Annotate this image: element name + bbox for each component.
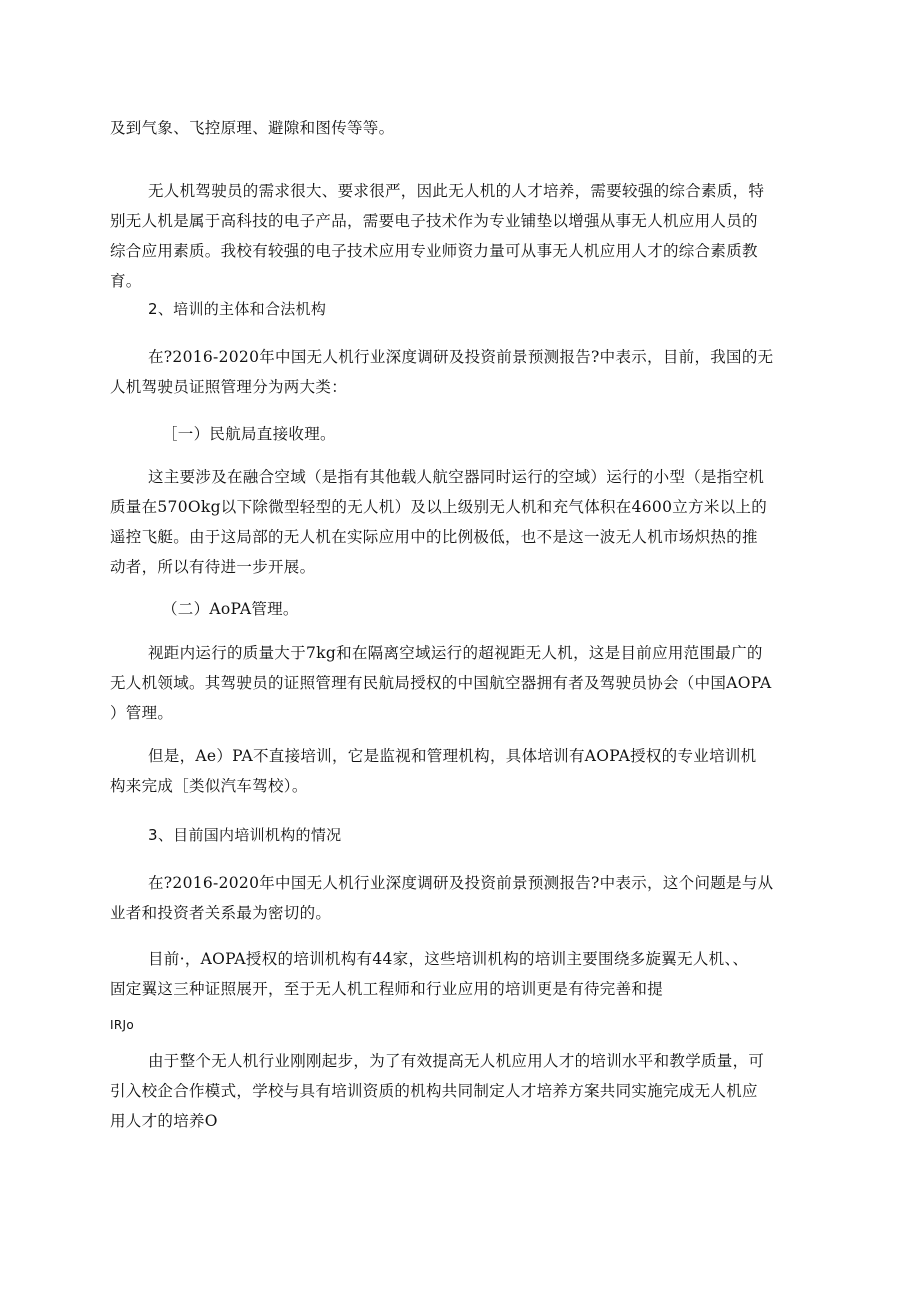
- subheading-1: [110, 419, 864, 449]
- text-line: 这主要涉及在融合空域（是指有其他载人航空器同时运行的空域）运行的小型（是指空机: [148, 468, 765, 486]
- paragraph-6: [110, 741, 812, 801]
- heading-text: 3、目前国内培训机构的情况: [148, 826, 342, 844]
- paragraph-1: [110, 113, 812, 143]
- paragraph-7: [110, 868, 812, 928]
- text-line: 业者和投资者关系最为密切的。: [110, 904, 332, 922]
- paragraph-8: [110, 944, 812, 1040]
- subheading-text: （二）AoPA管理。: [162, 600, 299, 618]
- paragraph-4: [110, 462, 812, 582]
- paragraph-5: [110, 638, 812, 728]
- text-line: 由于整个无人机行业刚刚起步，为了有效提高无人机应用人才的培训水平和教学质量，可: [148, 1052, 765, 1070]
- paragraph-9: [110, 1046, 812, 1136]
- section-heading-3: [110, 820, 850, 850]
- text-line: 无人机领域。其驾驶员的证照管理有民航局授权的中国航空器拥有者及驾驶员协会（中国AOPA: [110, 674, 772, 692]
- text-line: 构来完成［类似汽车驾校）。: [110, 777, 308, 795]
- text-line: 用人才的培养O: [110, 1112, 218, 1130]
- text-line: IRJo: [110, 1018, 134, 1032]
- heading-text: 2、培训的主体和合法机构: [148, 300, 327, 318]
- text-line: 视距内运行的质量大于7kg和在隔离空域运行的超视距无人机，这是目前应用范围最广的: [148, 644, 763, 662]
- text-line: 别无人机是属于高科技的电子产品，需要电子技术作为专业铺垫以增强从事无人机应用人员的: [110, 212, 758, 230]
- text-line: 在?2016-2020年中国无人机行业深度调研及投资前景预测报告?中表示，这个问题是与从: [148, 874, 774, 892]
- paragraph-3: [110, 342, 812, 402]
- text-line: 综合应用素质。我校有较强的电子技术应用专业师资力量可从事无人机应用人才的综合素质教: [110, 242, 758, 260]
- text-line: 动者，所以有待进一步开展。: [110, 558, 316, 576]
- text-line: 质量在570Okg以下除微型轻型的无人机）及以上级别无人机和充气体积在4600立方米以上的: [110, 498, 768, 516]
- subheading-text: ［一）民航局直接收理。: [162, 425, 336, 443]
- section-heading-2: [110, 294, 850, 324]
- text-line: 在?2016-2020年中国无人机行业深度调研及投资前景预测报告?中表示，目前，我国的无: [148, 348, 774, 366]
- text-line: 及到气象、飞控原理、避隙和图传等等。: [110, 119, 395, 137]
- text-line: ）管理。: [110, 704, 174, 722]
- paragraph-2: [110, 176, 812, 296]
- text-line: 目前·，AOPA授权的培训机构有44家，这些培训机构的培训主要围绕多旋翼无人机、、: [148, 950, 749, 968]
- subheading-2: [110, 594, 864, 624]
- text-line: 但是，Ae）PA不直接培训，它是监视和管理机构，具体培训有AOPA授权的专业培训机: [148, 747, 757, 765]
- text-line: 引入校企合作模式，学校与具有培训资质的机构共同制定人才培养方案共同实施完成无人机应: [110, 1082, 758, 1100]
- text-line: 遥控飞艇。由于这局部的无人机在实际应用中的比例极低，也不是这一波无人机市场炽热的推: [110, 528, 758, 546]
- text-line: 育。: [110, 272, 142, 290]
- text-line: 无人机驾驶员的需求很大、要求很严，因此无人机的人才培养，需要较强的综合素质，特: [148, 182, 765, 200]
- text-line: 人机驾驶员证照管理分为两大类：: [110, 378, 348, 396]
- text-line: 固定翼这三种证照展开，至于无人机工程师和行业应用的培训更是有待完善和提: [110, 980, 664, 998]
